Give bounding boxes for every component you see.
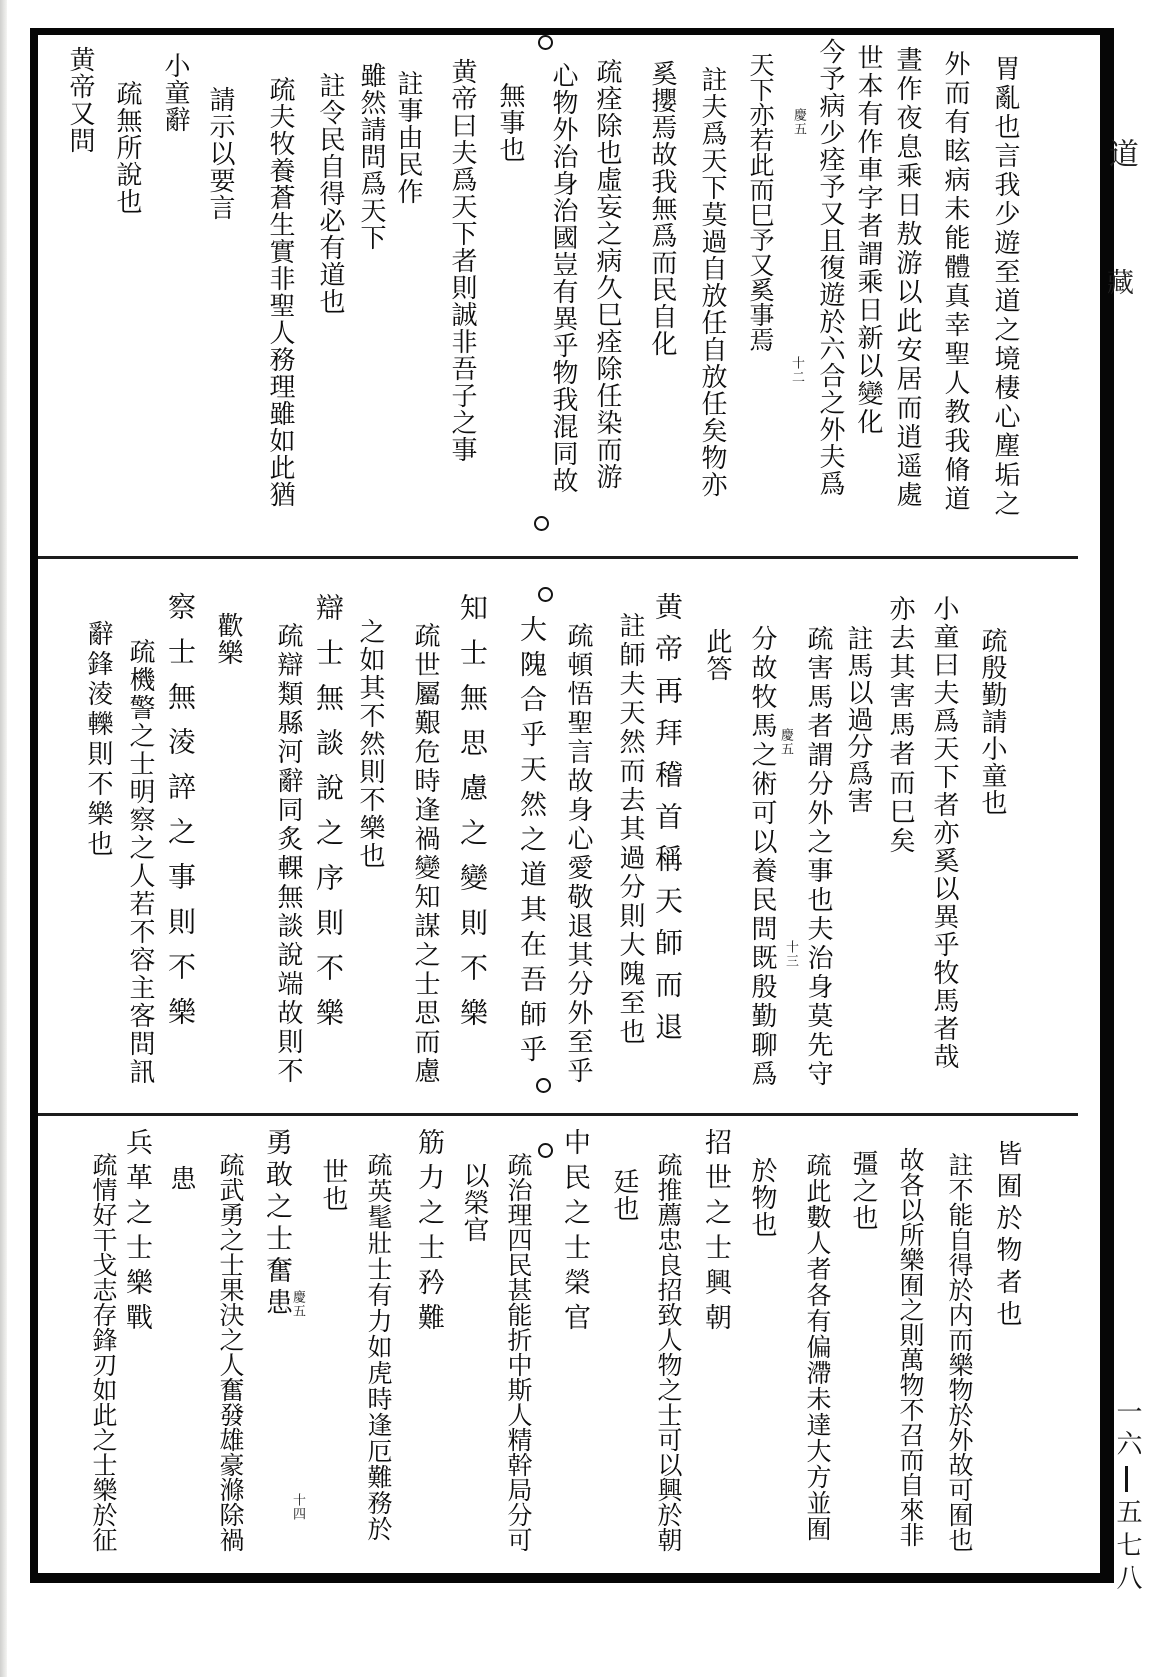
scan-edge-shading <box>0 0 7 1677</box>
section-mark-circle-5 <box>538 1143 553 1158</box>
text-column-middle-5: 疏害馬者謂分外之事也夫治身莫先守 <box>803 625 833 1089</box>
text-column-top-7: 註夫爲天下莫過自放任自放任矣物亦 <box>697 66 727 498</box>
text-column-top-1: 胃亂也言我少遊至道之境棲心塵垢之 <box>990 55 1020 519</box>
text-column-top-10: 心物外治身治國豈有異乎物我混同故 <box>548 62 578 494</box>
text-column-top-8: 奚攖焉故我無爲而民自化 <box>647 60 677 357</box>
text-column-middle-8: 黄帝再拜稽首稱天師而退 <box>651 592 684 1054</box>
text-column-middle-14: 之如其不然則不樂也 <box>355 618 385 870</box>
text-column-middle-15: 辯士無談說之序則不樂 <box>312 593 345 1043</box>
collation-note-1: 慶五 <box>791 108 806 136</box>
text-column-middle-7: 此答 <box>702 628 732 682</box>
text-column-top-6: 天下亦若此而巳予又奚事焉 <box>746 52 775 352</box>
register-divider-bottom <box>38 1113 1078 1116</box>
volume-number: 一六 <box>1112 1398 1142 1462</box>
text-column-top-3: 晝作夜息乘日敖游以此安居而逍遥處 <box>892 46 922 510</box>
text-column-middle-9: 註師夫天然而去其過分則大隗至也 <box>615 612 645 1047</box>
text-column-bottom-2: 註不能自得於内而樂物於外故可囿也 <box>945 1152 974 1552</box>
text-column-top-17: 請示以要言 <box>205 86 235 221</box>
section-mark-circle-1 <box>538 35 553 50</box>
text-column-bottom-14: 疏英髦壯士有力如虎時逢厄難務於 <box>364 1152 393 1542</box>
text-column-middle-3: 亦去其害馬者而巳矣 <box>885 595 915 856</box>
text-column-middle-16: 疏辯類縣河辭同炙輠無談說端故則不 <box>273 622 303 1086</box>
text-column-top-16: 疏夫牧養蒼生實非聖人務理雖如此猶 <box>265 76 295 508</box>
text-column-middle-2: 小童曰夫爲天下者亦奚以異乎牧馬者哉 <box>929 595 959 1071</box>
collation-note-4: 十三 <box>783 940 798 968</box>
text-column-top-9: 疏痊除也虛妄之病久巳痊除任染而游 <box>592 58 622 490</box>
text-column-middle-12: 知士無思慮之變則不樂 <box>456 593 489 1043</box>
text-column-bottom-6: 於物也 <box>747 1157 777 1238</box>
text-column-middle-6: 分故牧馬之術可以養民問既殷勤聊爲 <box>747 625 777 1089</box>
text-column-top-19: 疏無所說也 <box>112 80 142 215</box>
page-number: 五七八 <box>1112 1498 1142 1597</box>
text-column-middle-18: 察士無淩誶之事則不樂 <box>164 592 197 1042</box>
text-column-middle-10: 疏頓悟聖言故身心愛敬退其分外至乎 <box>563 622 593 1086</box>
text-column-bottom-20: 疏情好干戈志存鋒刃如此之士樂於征 <box>89 1152 118 1552</box>
text-column-bottom-15: 世也 <box>318 1158 348 1212</box>
text-column-bottom-19: 兵革之士樂戰 <box>121 1128 152 1338</box>
register-divider-top <box>38 556 1078 559</box>
text-column-middle-20: 辭鋒淩轢則不樂也 <box>83 620 113 860</box>
text-column-top-4: 世本有作車字者謂乘日新以變化 <box>853 44 883 436</box>
collation-note-3: 慶五 <box>778 728 793 756</box>
text-column-top-12: 黄帝曰夫爲天下者則誠非吾子之事 <box>447 58 477 463</box>
section-mark-circle-3 <box>538 587 553 602</box>
text-column-top-13: 註事由民作 <box>393 70 423 205</box>
collation-note-2: 十二 <box>789 356 804 384</box>
text-column-middle-13: 疏世屬艱危時逢禍變知謀之士思而慮 <box>410 622 440 1086</box>
text-column-bottom-1: 皆囿於物者也 <box>992 1140 1022 1332</box>
text-column-top-11: 無事也 <box>495 82 525 163</box>
section-mark-circle-2 <box>534 516 549 531</box>
text-column-top-14: 雖然請問爲天下 <box>356 62 386 251</box>
text-column-middle-11: 大隗合乎天然之道其在吾師乎 <box>515 615 546 1070</box>
text-column-bottom-13: 筋力之士矜難 <box>413 1128 444 1338</box>
collation-note-6: 十四 <box>290 1493 305 1521</box>
section-mark-circle-4 <box>536 1078 551 1093</box>
text-column-bottom-11: 疏治理四民甚能折中斯人精幹局分可 <box>504 1152 533 1552</box>
collation-note-5: 慶五 <box>290 1290 305 1318</box>
text-column-top-2: 外而有眩病未能體真幸聖人教我脩道 <box>940 50 970 514</box>
text-column-bottom-18: 患 <box>166 1165 196 1192</box>
text-column-bottom-5: 疏此數人者各有偏滯未達大方並囿 <box>803 1152 832 1542</box>
text-column-top-18: 小童辭 <box>160 52 190 133</box>
text-column-bottom-10: 中民之士榮官 <box>559 1128 590 1338</box>
text-column-bottom-12: 以榮官 <box>459 1162 489 1243</box>
text-column-middle-4: 註馬以過分爲害 <box>843 625 873 814</box>
page-number-dash <box>1125 1466 1128 1492</box>
text-column-middle-17: 歡樂 <box>213 612 243 666</box>
text-column-bottom-7: 招世之士興朝 <box>700 1128 731 1338</box>
text-column-middle-1: 疏殷勤請小童也 <box>977 627 1007 816</box>
text-column-bottom-9: 廷也 <box>609 1168 639 1222</box>
text-column-top-5: 今予病少痊予又且復遊於六合之外夫爲 <box>815 38 845 497</box>
text-column-bottom-4: 彊之也 <box>848 1150 878 1231</box>
text-column-bottom-3: 故各以所樂囿之則萬物不召而自來非 <box>896 1147 925 1547</box>
text-column-bottom-17: 疏武勇之士果決之人奮發雄豪滌除禍 <box>216 1152 245 1552</box>
text-column-top-15: 註令民自得必有道也 <box>315 72 345 315</box>
text-column-middle-19: 疏機警之士明察之人若不容主客問訊 <box>125 638 155 1086</box>
text-column-bottom-8: 疏推薦忠良招致人物之士可以興於朝 <box>654 1152 683 1552</box>
canon-label-dao: 道 <box>1103 138 1138 168</box>
canon-label-zang: 藏 <box>1102 268 1133 295</box>
text-column-bottom-16: 勇敢之士奮患 <box>261 1128 292 1320</box>
text-column-top-20: 黄帝又問 <box>65 46 95 154</box>
